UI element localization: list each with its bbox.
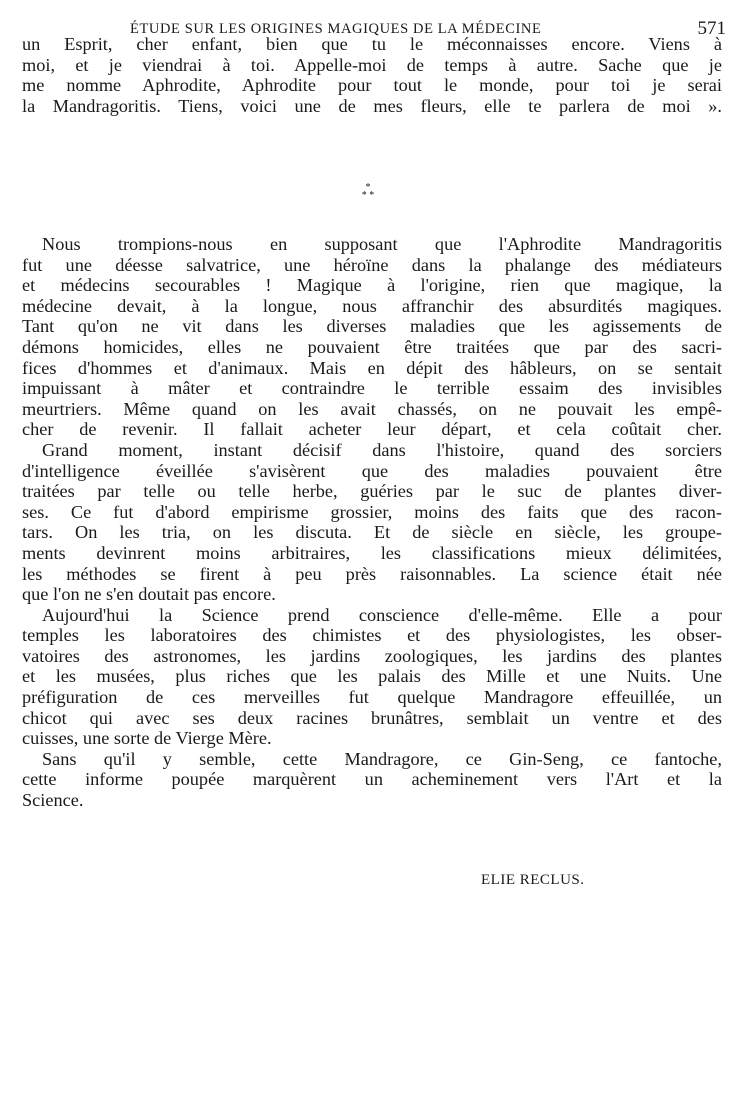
text-line: fut une déesse salvatrice, une héroïne dans la phalange des médiateurs <box>22 254 722 275</box>
paragraph <box>22 749 722 811</box>
text-line: cuisses, une sorte de Vierge Mère. <box>22 728 272 749</box>
text-line: préfiguration de ces merveilles fut quelque Mandragore effeuillée, un <box>22 687 722 708</box>
text-line: Aujourd'hui la Science prend conscience d'elle-même. Elle a pour <box>42 604 722 625</box>
paragraph <box>22 34 722 116</box>
text-line: Grand moment, instant décisif dans l'histoire, quand des sorciers <box>42 439 722 460</box>
author-signature: ELIE RECLUS. <box>481 872 585 888</box>
text-line: traitées par telle ou telle herbe, guéries par le suc de plantes diver- <box>22 481 722 502</box>
text-line: chicot qui avec ses deux racines brunâtres, semblait un ventre et des <box>22 707 722 728</box>
text-line: tars. On les tria, on les discuta. Et de siècle en siècle, les groupe- <box>22 522 722 543</box>
text-line: médecine devait, à la longue, nous affranchir des absurdités magiques. <box>22 295 722 316</box>
text-line: ses. Ce fut d'abord empirisme grossier, moins des faits que des racon- <box>22 501 722 522</box>
paragraph <box>22 234 722 440</box>
text-line: Nous trompions-nous en supposant que l'Aphrodite Mandragoritis <box>42 234 722 254</box>
text-line: d'intelligence éveillée s'avisèrent que des maladies pouvaient être <box>22 460 722 481</box>
running-title: ÉTUDE SUR LES ORIGINES MAGIQUES DE LA MÉDECINE <box>130 21 542 37</box>
text-line: cher de revenir. Il fallait acheter leur départ, et cela coûtait cher. <box>22 419 722 440</box>
text-line: temples les laboratoires des chimistes et des physiologistes, les obser- <box>22 625 722 646</box>
text-line: Tant qu'on ne vit dans les diverses maladies que les agissements de <box>22 316 722 337</box>
text-line: les méthodes se firent à peu près raisonnables. La science était née <box>22 563 722 584</box>
text-line: un Esprit, cher enfant, bien que tu le méconnaisses encore. Viens à <box>22 34 722 54</box>
text-line: cette informe poupée marquèrent un acheminement vers l'Art et la <box>22 769 722 790</box>
text-line: Science. <box>22 790 84 811</box>
text-line: impuissant à mâter et contraindre le terrible essaim des invisibles <box>22 378 722 399</box>
text-line: meurtriers. Même quand on les avait chassés, on ne pouvait les empê- <box>22 398 722 419</box>
text-line: fices d'hommes et d'animaux. Mais en dépit des hâbleurs, on se sentait <box>22 357 722 378</box>
paragraph <box>22 440 722 605</box>
asterism-separator: * * * <box>361 182 375 201</box>
paragraph <box>22 605 722 749</box>
text-line: que l'on ne s'en doutait pas encore. <box>22 584 276 605</box>
text-line: la Mandragoritis. Tiens, voici une de mes fleurs, elle te parlera de moi ». <box>22 95 722 116</box>
text-line: Sans qu'il y semble, cette Mandragore, ce Gin-Seng, ce fantoche, <box>42 748 722 769</box>
text-line: vatoires des astronomes, les jardins zoologiques, les jardins des plantes <box>22 645 722 666</box>
text-block-continuation <box>22 34 722 116</box>
text-block-main <box>22 234 722 811</box>
text-line: ments devinrent moins arbitraires, les classifications mieux délimitées, <box>22 542 722 563</box>
text-line: et les musées, plus riches que les palais des Mille et une Nuits. Une <box>22 666 722 687</box>
text-line: démons homicides, elles ne pouvaient être traitées que par des sacri- <box>22 336 722 357</box>
text-line: me nomme Aphrodite, Aphrodite pour tout le monde, pour toi je serai <box>22 75 722 96</box>
page-number: 571 <box>697 18 726 39</box>
text-line: moi, et je viendrai à toi. Appelle-moi de temps à autre. Sache que je <box>22 54 722 75</box>
text-line: et médecins secourables ! Magique à l'origine, rien que magique, la <box>22 275 722 296</box>
